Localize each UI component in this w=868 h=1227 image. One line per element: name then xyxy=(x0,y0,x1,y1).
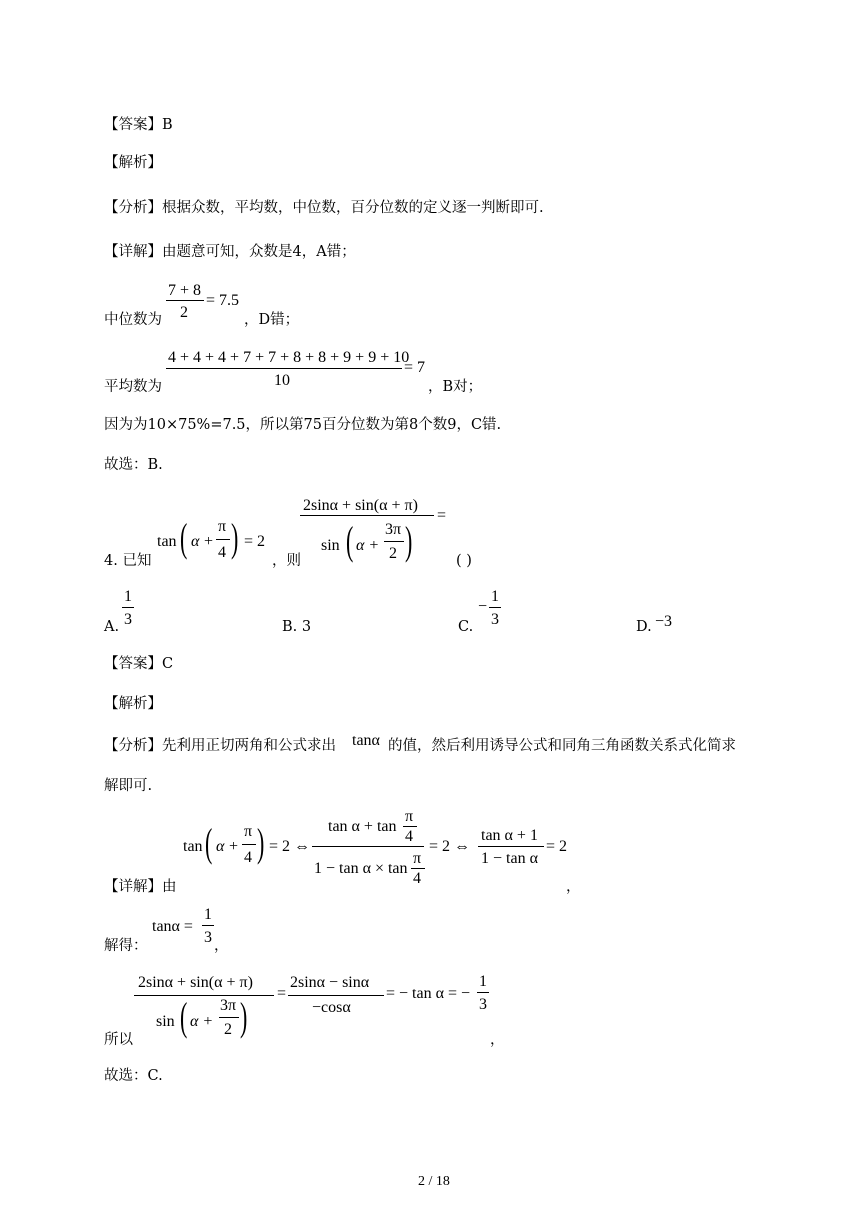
solve-denominator: 3 xyxy=(204,929,212,946)
detail-f1-num-pi: π xyxy=(405,808,414,825)
q4-fenxi-c: 解即可. xyxy=(104,778,153,794)
expr-den-two: 2 xyxy=(389,545,397,562)
so-den-left-paren: ( xyxy=(180,994,188,1039)
given-eq2: = 2 xyxy=(244,533,266,550)
given-four: 4 xyxy=(218,544,226,561)
q3-choose: 故选：B. xyxy=(104,457,163,473)
given-right-paren: ) xyxy=(231,515,239,560)
detail-comma: ， xyxy=(566,879,581,895)
mean-result: = 7 xyxy=(404,359,426,376)
so-den-right-paren: ) xyxy=(240,994,248,1039)
option-a-numerator: 1 xyxy=(124,588,132,605)
median-tail: ，D错； xyxy=(244,312,300,328)
solve-tan: tanα = xyxy=(152,918,193,935)
so-den-3pi-bar xyxy=(219,1017,239,1018)
option-c-label: C. xyxy=(458,619,474,635)
option-c-minus: − xyxy=(478,598,488,615)
so-result-numerator: 1 xyxy=(479,973,487,990)
detail-f1-den-pi: π xyxy=(413,850,422,867)
expr-den-left-paren: ( xyxy=(346,518,354,563)
q4-fenxi-b: 的值，然后利用诱导公式和同角三角函数关系式化简求 xyxy=(388,738,736,754)
so-label: 所以 xyxy=(104,1032,133,1048)
median-numerator: 7 + 8 xyxy=(168,282,202,299)
so-bar-1 xyxy=(134,995,274,996)
so-denominator-2: −cosα xyxy=(312,999,351,1016)
option-a-label: A. xyxy=(104,619,120,635)
detail-eq2-iff-2: = 2 ⇔ xyxy=(429,838,471,855)
given-plus: + xyxy=(204,533,214,550)
q4-answer-blank: ( ) xyxy=(456,553,472,569)
given-tan: tan xyxy=(157,533,177,550)
so-numerator-1: 2sinα + sin(α + π) xyxy=(138,974,253,991)
solve-label: 解得： xyxy=(104,938,148,954)
median-label: 中位数为 xyxy=(104,312,162,328)
given-pi-over-4-bar xyxy=(216,539,230,540)
median-fraction-bar xyxy=(166,300,204,301)
given-left-paren: ( xyxy=(180,515,188,560)
so-numerator-2: 2sinα − sinα xyxy=(290,974,370,991)
detail-four: 4 xyxy=(244,849,252,866)
detail-f1-numerator: tan α + tan xyxy=(328,818,397,835)
mean-tail: ，B对； xyxy=(428,379,483,395)
expr-den-alpha: α + xyxy=(356,537,380,554)
solve-comma: ， xyxy=(214,938,229,954)
detail-pi: π xyxy=(244,823,253,840)
detail-final-eq2: = 2 xyxy=(546,838,568,855)
median-denominator: 2 xyxy=(180,304,188,321)
detail-pi-bar xyxy=(242,844,256,845)
so-den-sin: sin xyxy=(156,1013,175,1030)
detail-f2-bar xyxy=(478,846,544,847)
detail-plus: + xyxy=(229,838,239,855)
detail-f1-den-four: 4 xyxy=(413,870,421,887)
option-b: B. 3 xyxy=(282,619,312,635)
mean-label: 平均数为 xyxy=(104,379,162,395)
q4-answer: 【答案】C xyxy=(104,656,174,672)
q3-answer: 【答案】B xyxy=(104,117,173,133)
mean-numerator: 4 + 4 + 4 + 7 + 7 + 8 + 8 + 9 + 9 + 10 xyxy=(168,349,410,366)
mean-fraction-bar xyxy=(166,368,402,369)
expr-den-sin: sin xyxy=(321,537,340,554)
detail-left-paren: ( xyxy=(205,820,213,865)
given-pi: π xyxy=(218,518,227,535)
option-a-bar xyxy=(122,607,134,608)
q3-detail-mode: 【详解】由题意可知，众数是4，A错； xyxy=(104,244,356,260)
q4-detail-prefix: 【详解】由 xyxy=(104,879,177,895)
q3-fenxi: 【分析】根据众数，平均数，中位数，百分位数的定义逐一判断即可. xyxy=(104,200,544,216)
given-alpha: α xyxy=(191,533,200,550)
detail-right-paren: ) xyxy=(257,820,265,865)
detail-f1-num-four: 4 xyxy=(405,828,413,845)
detail-tan: tan xyxy=(183,838,203,855)
option-d-label: D. xyxy=(636,619,652,635)
so-result: = − tan α = − xyxy=(386,985,471,1002)
detail-f1-den-pi-bar xyxy=(411,868,425,869)
so-den-two: 2 xyxy=(224,1021,232,1038)
expr-numerator: 2sinα + sin(α + π) xyxy=(303,497,418,514)
detail-f1-denominator: 1 − tan α × tan xyxy=(314,860,408,877)
detail-f2-denominator: 1 − tan α xyxy=(481,850,538,867)
so-den-3pi: 3π xyxy=(220,997,237,1014)
option-a-denominator: 3 xyxy=(124,611,132,628)
so-bar-2 xyxy=(288,995,384,996)
q4-fenxi-a: 【分析】先利用正切两角和公式求出 xyxy=(104,738,336,754)
expr-den-right-paren: ) xyxy=(405,518,413,563)
option-c-numerator: 1 xyxy=(491,588,499,605)
so-den-alpha: α + xyxy=(190,1013,214,1030)
detail-f1-bar xyxy=(312,846,424,847)
q4-analysis-heading: 【解析】 xyxy=(104,696,162,712)
so-equals-1: = xyxy=(277,985,287,1002)
q4-choose: 故选：C. xyxy=(104,1068,163,1084)
detail-alpha: α xyxy=(216,838,225,855)
q4-stem-prefix: 4. 已知 xyxy=(104,553,152,569)
expr-den-3pi: 3π xyxy=(385,521,402,538)
detail-f2-numerator: tan α + 1 xyxy=(481,827,538,844)
expr-den-3pi-bar xyxy=(384,541,404,542)
q3-percentile-line: 因为为10×75%=7.5，所以第75百分位数为第8个数9，C错. xyxy=(104,417,502,433)
mean-denominator: 10 xyxy=(274,372,290,389)
option-c-denominator: 3 xyxy=(491,611,499,628)
solve-bar xyxy=(202,925,214,926)
expr-equals: = xyxy=(437,507,447,524)
q4-fenxi-tan: tanα xyxy=(352,732,380,749)
detail-f1-num-pi-bar xyxy=(403,826,417,827)
detail-eq2-iff: = 2 ⇔ xyxy=(269,838,311,855)
q3-analysis-heading: 【解析】 xyxy=(104,155,162,171)
q4-then: ，则 xyxy=(272,553,301,569)
so-comma: ， xyxy=(490,1032,505,1048)
solve-numerator: 1 xyxy=(204,906,212,923)
expr-fraction-bar xyxy=(300,515,434,516)
so-result-bar xyxy=(477,992,489,993)
option-d-value: −3 xyxy=(655,613,673,630)
page-number: 2 / 18 xyxy=(418,1174,450,1189)
median-result: = 7.5 xyxy=(206,292,240,309)
option-c-bar xyxy=(489,607,501,608)
so-result-denominator: 3 xyxy=(479,996,487,1013)
